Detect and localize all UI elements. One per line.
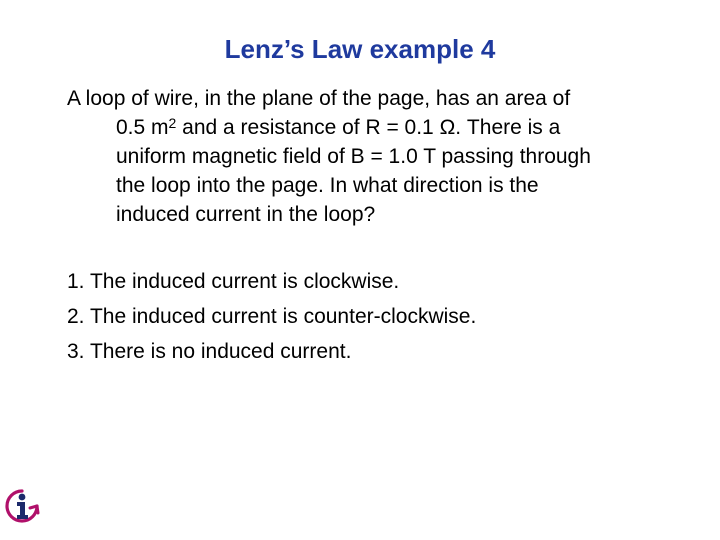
question-text [67, 84, 667, 229]
slide-title: Lenz’s Law example 4 [224, 34, 496, 64]
info-i-logo-icon [4, 488, 40, 526]
option-1: 1. The induced current is clockwise. [67, 270, 400, 293]
question-line-5: induced current in the loop? [116, 203, 376, 226]
area-value: 0.5 m [116, 116, 169, 139]
area-exponent: 2 [168, 115, 177, 131]
question-line-1: A loop of wire, in the plane of the page, has an area of [67, 87, 571, 110]
option-3: 3. There is no induced current. [67, 340, 352, 363]
option-2: 2. The induced current is counter-clockwise. [67, 305, 477, 328]
resistance-text: and a resistance of R = 0.1 Ω. There is a [176, 116, 561, 139]
answer-options [67, 264, 667, 369]
question-line-3: uniform magnetic field of B = 1.0 T passing through [116, 145, 591, 168]
question-line-2 [67, 113, 667, 142]
question-line-4: the loop into the page. In what direction is the [116, 174, 539, 197]
